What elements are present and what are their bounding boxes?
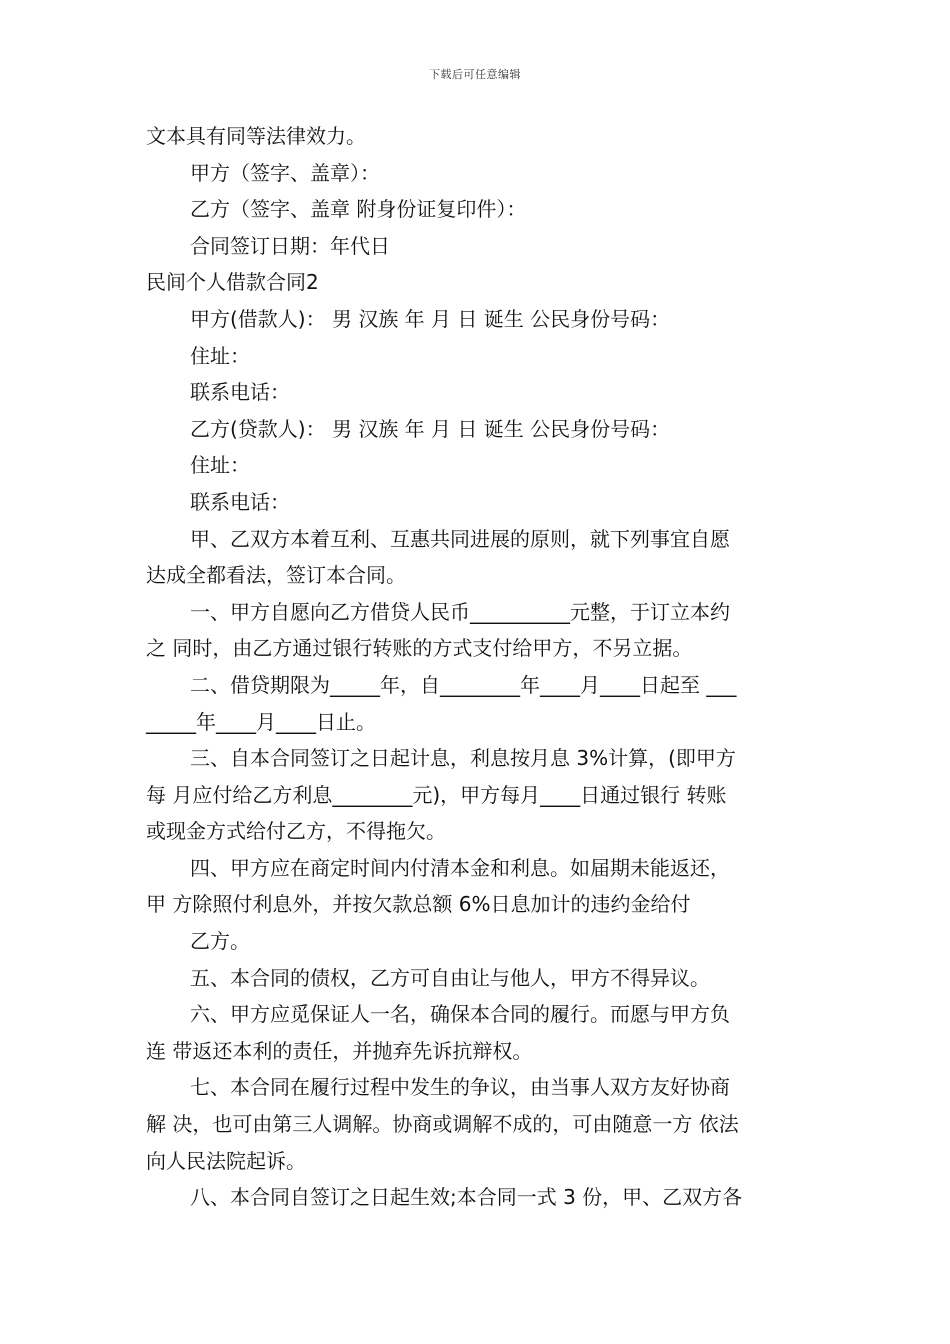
text-line: 五、本合同的债权，乙方可自由让与他人，甲方不得异议。 — [190, 965, 710, 990]
text-line: 甲 方除照付利息外，并按欠款总额 6%日息加计的违约金给付 — [146, 892, 691, 917]
document-body — [146, 118, 816, 1216]
text-line: 住址： — [190, 343, 250, 368]
text-line: 每 月应付给乙方利息________元)，甲方每月____日通过银行 转账 — [146, 782, 727, 807]
text-line: 解 决，也可由第三人调解。协商或调解不成的，可由随意一方 依法 — [146, 1112, 739, 1137]
text-line: 向人民法院起诉。 — [146, 1148, 306, 1173]
text-line: 一、甲方自愿向乙方借贷人民币__________元整，于订立本约 — [190, 599, 730, 624]
text-line: 三、自本合同签订之日起计息，利息按月息 3%计算，(即甲方 — [190, 746, 736, 771]
page-header: 下载后可任意编辑 — [429, 68, 521, 81]
text-line: 合同签订日期：年代日 — [190, 233, 390, 258]
text-line: 二、借贷期限为_____年，自________年____月____日起至 ___ — [190, 672, 737, 697]
text-line: 四、甲方应在商定时间内付清本金和利息。如届期未能返还， — [190, 855, 730, 880]
text-line: _____年____月____日止。 — [146, 709, 376, 734]
text-line: 住址： — [190, 453, 250, 478]
text-line: 联系电话： — [190, 489, 290, 514]
text-line: 达成全都看法，签订本合同。 — [146, 563, 406, 588]
text-line: 乙方（签字、盖章 附身份证复印件）： — [190, 197, 527, 222]
text-line: 乙方。 — [190, 929, 250, 954]
text-line: 六、甲方应觅保证人一名，确保本合同的履行。而愿与甲方负 — [190, 1002, 730, 1027]
text-line: 民间个人借款合同2 — [146, 270, 319, 295]
text-line: 之 同时，由乙方通过银行转账的方式支付给甲方，不另立据。 — [146, 636, 693, 661]
text-line: 甲方（签字、盖章）： — [190, 160, 380, 185]
text-line: 连 带返还本利的责任，并抛弃先诉抗辩权。 — [146, 1038, 533, 1063]
text-line: 七、本合同在履行过程中发生的争议，由当事人双方友好协商 — [190, 1075, 730, 1100]
text-line: 八、本合同自签订之日起生效;本合同一式 3 份，甲、乙双方各 — [190, 1185, 743, 1210]
text-line: 甲、乙双方本着互利、互惠共同进展的原则，就下列事宜自愿 — [190, 526, 730, 551]
text-line: 文本具有同等法律效力。 — [146, 124, 366, 148]
text-line: 甲方(借款人)： 男 汉族 年 月 日 诞生 公民身份号码： — [190, 306, 671, 331]
text-line: 或现金方式给付乙方，不得拖欠。 — [146, 819, 446, 844]
text-line: 乙方(贷款人)： 男 汉族 年 月 日 诞生 公民身份号码： — [190, 416, 671, 441]
text-line: 联系电话： — [190, 380, 290, 405]
